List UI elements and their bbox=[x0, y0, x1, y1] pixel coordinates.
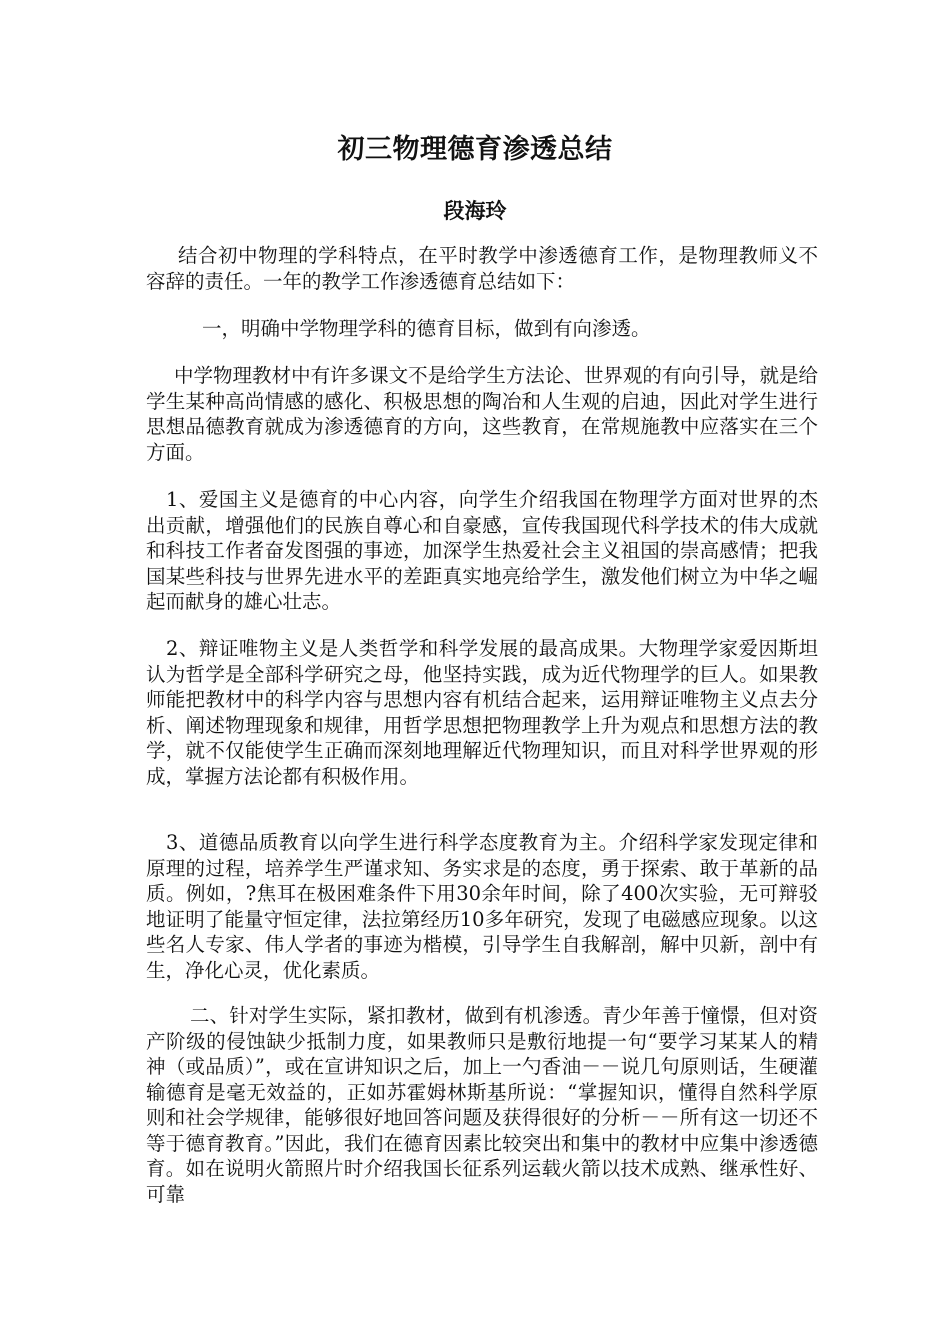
paragraph-item-2: 2、辩证唯物主义是人类哲学和科学发展的最高成果。大物理学家爱因斯坦认为哲学是全部科学研究之母，他坚持实践，成为近代物理学的巨人。如果教师能把教材中的科学内容与思想内容有机结合起来，运用辩证唯物主义点去分析、阐述物理现象和规律，用哲学思想把物理教学上升为观点和思想方法的教学，就不仅能使学生正确而深刻地理解近代物理知识，而且对科学世界观的形成，掌握方法论都有积极作用。 bbox=[146, 637, 818, 788]
paragraph-item-3: 3、道德品质教育以向学生进行科学态度教育为主。介绍科学家发现定律和原理的过程，培养学生严谨求知、务实求是的态度，勇于探索、敢于革新的品质。例如，?焦耳在极困难条件下用30余年时间，除了400次实验，无可辩驳地证明了能量守恒定律，法拉第经历10多年研究，发现了电磁感应现象。以这些名人专家、伟人学者的事迹为楷模，引导学生自我解剖，解中贝新，剖中有生，净化心灵，优化素质。 bbox=[146, 831, 818, 982]
section-heading-1: 一，明确中学物理学科的德育目标，做到有向渗透。 bbox=[202, 317, 651, 340]
paragraph-intro: 结合初中物理的学科特点，在平时教学中渗透德育工作，是物理教师义不容辞的责任。一年的教学工作渗透德育总结如下： bbox=[146, 244, 818, 293]
paragraph-section-1-body: 中学物理教材中有许多课文不是给学生方法论、世界观的有向引导，就是给学生某种高尚情感的感化、积极思想的陶冶和人生观的启迪，因此对学生进行思想品德教育就成为渗透德育的方向，这些教育，在常规施教中应落实在三个方面。 bbox=[146, 364, 818, 464]
paragraph-section-2: 二、针对学生实际，紧扣教材，做到有机渗透。青少年善于憧憬，但对资产阶级的侵蚀缺少抵制力度，如果教师只是敷衍地提一句“要学习某某人的精神（或品质）”，或在宣讲知识之后，加上一勺香油－－说几句原则话，生硬灌输德育是毫无效益的，正如苏霍姆林斯基所说：“掌握知识，懂得自然科学原则和社会学规律，能够很好地回答问题及获得很好的分析－－所有这一切还不等于德育教育。”因此，我们在德育因素比较突出和集中的教材中应集中渗透德育。如在说明火箭照片时介绍我国长征系列运载火箭以技术成熟、继承性好、可靠 bbox=[146, 1004, 818, 1206]
paragraph-item-1: 1、爱国主义是德育的中心内容，向学生介绍我国在物理学方面对世界的杰出贡献，增强他们的民族自尊心和自豪感，宣传我国现代科学技术的伟大成就和科技工作者奋发图强的事迹，加深学生热爱社会主义祖国的崇高感情；把我国某些科技与世界先进水平的差距真实地亮给学生，激发他们树立为中华之崛起而献身的雄心壮志。 bbox=[146, 488, 818, 613]
document-title: 初三物理德育渗透总结 bbox=[337, 134, 613, 165]
document-author: 段海玲 bbox=[443, 198, 507, 223]
